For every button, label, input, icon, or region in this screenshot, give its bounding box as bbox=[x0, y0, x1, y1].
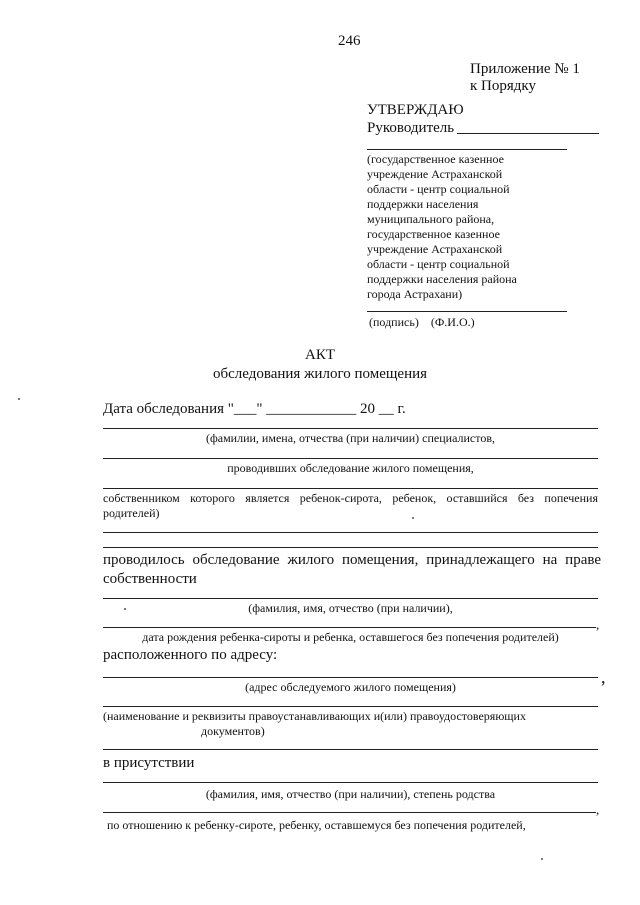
blank-line-2 bbox=[103, 547, 598, 548]
fio-caption: (фамилия, имя, отчество (при наличии), bbox=[248, 601, 453, 615]
appendix-line-1: Приложение № 1 bbox=[470, 61, 580, 77]
blank-line-1 bbox=[103, 532, 598, 533]
address-caption: (адрес обследуемого жилого помещения) bbox=[245, 680, 456, 694]
act-subtitle: обследования жилого помещения bbox=[212, 366, 428, 382]
org-line: учреждение Астраханской bbox=[367, 167, 503, 181]
signature-caption: (подпись) (Ф.И.О.) bbox=[369, 315, 475, 329]
located-label: расположенного по адресу: bbox=[103, 647, 278, 663]
signature-line bbox=[367, 311, 567, 312]
org-line: муниципального района, bbox=[367, 212, 495, 226]
docs-caption-2: документов) bbox=[201, 724, 265, 738]
date-label: Дата обследования " bbox=[103, 401, 234, 417]
scan-speck bbox=[541, 858, 543, 860]
docs-bottom-line bbox=[103, 749, 598, 750]
conducting-caption: проводивших обследование жилого помещения, bbox=[227, 461, 474, 475]
year-blank: __ bbox=[378, 401, 394, 417]
head-signature-line bbox=[457, 133, 599, 134]
scan-speck bbox=[412, 517, 414, 519]
appendix-line-2: к Порядку bbox=[470, 78, 536, 94]
year-prefix: 20 bbox=[360, 401, 376, 417]
org-top-line bbox=[367, 149, 567, 150]
specialists-line bbox=[103, 428, 598, 429]
docs-caption: (наименование и реквизиты правоустанавливающих и(или) правоудостоверяющих bbox=[103, 709, 526, 723]
birth-line bbox=[103, 627, 596, 628]
org-line: государственное казенное bbox=[367, 227, 500, 241]
birth-caption: дата рождения ребенка-сироты и ребенка, оставшегося без попечения родителей) bbox=[142, 630, 559, 644]
year-suffix: г. bbox=[397, 401, 406, 417]
owner-caption: собственником которого является ребенок-сирота, ребенок, оставшийся без попечения родителей) bbox=[103, 491, 598, 520]
page-number: 246 bbox=[338, 33, 361, 49]
surveyed-text: проводилось обследование жилого помещения, принадлежащего на праве собственности bbox=[103, 552, 601, 587]
relation-caption: по отношению к ребенку-сироте, ребенку, оставшемуся без попечения родителей, bbox=[107, 818, 526, 832]
birth-line-comma: , bbox=[596, 617, 600, 632]
org-line: области - центр социальной bbox=[367, 257, 510, 271]
approval-title: УТВЕРЖДАЮ bbox=[367, 102, 464, 118]
org-line: (государственное казенное bbox=[367, 152, 504, 166]
date-line bbox=[103, 400, 406, 418]
docs-line bbox=[103, 706, 598, 707]
scan-speck bbox=[124, 608, 126, 610]
presence-label: в присутствии bbox=[103, 755, 195, 771]
day-blank: ___ bbox=[233, 401, 257, 417]
owner-line bbox=[103, 488, 598, 489]
org-line: поддержки населения bbox=[367, 197, 479, 211]
relation-line bbox=[103, 812, 596, 813]
relative-caption: (фамилия, имя, отчество (при наличии), степень родства bbox=[205, 787, 496, 801]
specialists-caption: (фамилии, имена, отчества (при наличии) специалистов, bbox=[205, 431, 495, 445]
relation-line-comma: , bbox=[596, 802, 600, 817]
address-line-comma: , bbox=[601, 667, 606, 687]
org-line: города Астрахани) bbox=[367, 287, 463, 301]
org-description bbox=[367, 152, 567, 302]
owner-fio-line bbox=[103, 598, 598, 599]
address-line bbox=[103, 677, 598, 678]
conducting-line bbox=[103, 458, 598, 459]
head-label: Руководитель bbox=[367, 120, 455, 136]
presence-line bbox=[103, 782, 598, 783]
date-quote: " bbox=[256, 401, 263, 417]
org-line: учреждение Астраханской bbox=[367, 242, 503, 256]
org-line: поддержки населения района bbox=[367, 272, 517, 286]
act-title: АКТ bbox=[305, 347, 335, 363]
scan-speck bbox=[18, 398, 20, 400]
month-blank: ____________ bbox=[266, 401, 357, 417]
org-line: области - центр социальной bbox=[367, 182, 510, 196]
